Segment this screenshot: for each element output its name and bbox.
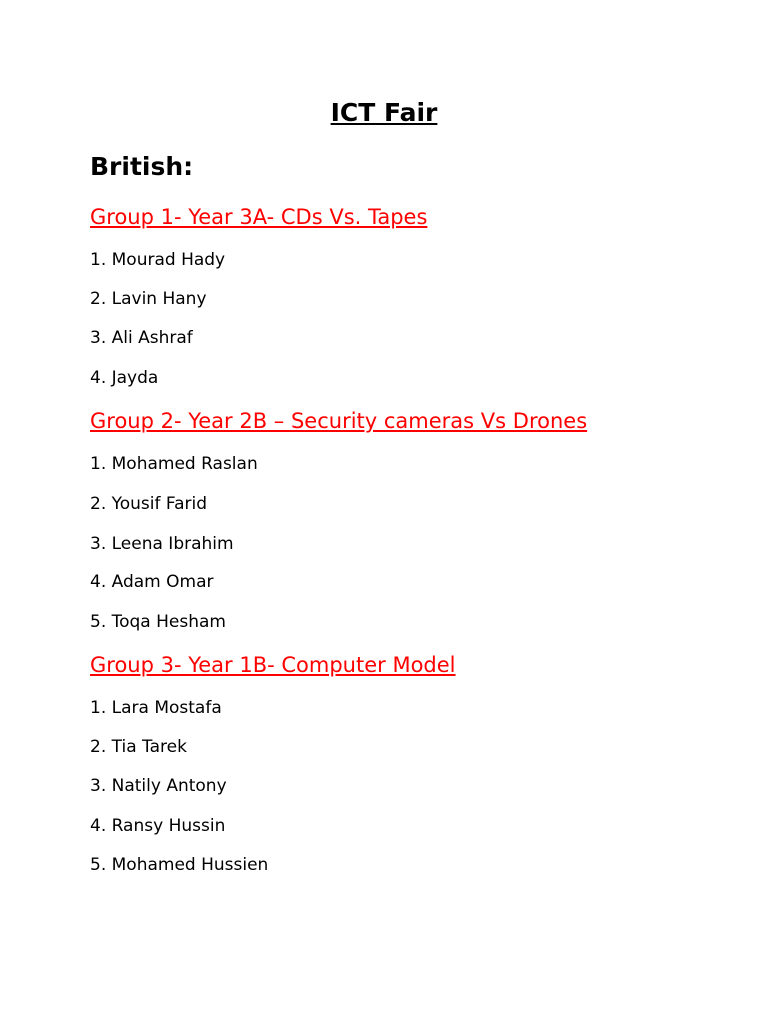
section-heading-british: British: bbox=[90, 152, 194, 181]
member-item: 3. Natily Antony bbox=[90, 776, 227, 796]
document-title: ICT Fair bbox=[330, 98, 438, 127]
member-item: 3. Leena Ibrahim bbox=[90, 534, 234, 554]
member-item: 5. Toqa Hesham bbox=[90, 612, 226, 632]
group-heading-1: Group 1- Year 3A- CDs Vs. Tapes bbox=[90, 205, 428, 229]
member-item: 4. Jayda bbox=[90, 368, 159, 388]
group-heading-3: Group 3- Year 1B- Computer Model bbox=[90, 653, 456, 677]
member-item: 5. Mohamed Hussien bbox=[90, 855, 269, 875]
member-item: 4. Ransy Hussin bbox=[90, 816, 226, 836]
group-heading-2: Group 2- Year 2B – Security cameras Vs Drones bbox=[90, 409, 588, 433]
member-item: 1. Mourad Hady bbox=[90, 250, 226, 270]
member-item: 1. Lara Mostafa bbox=[90, 698, 222, 718]
member-item: 2. Yousif Farid bbox=[90, 494, 208, 514]
member-item: 1. Mohamed Raslan bbox=[90, 454, 258, 474]
member-item: 3. Ali Ashraf bbox=[90, 328, 193, 348]
member-item: 2. Tia Tarek bbox=[90, 737, 187, 757]
member-item: 2. Lavin Hany bbox=[90, 289, 207, 309]
member-item: 4. Adam Omar bbox=[90, 572, 214, 592]
